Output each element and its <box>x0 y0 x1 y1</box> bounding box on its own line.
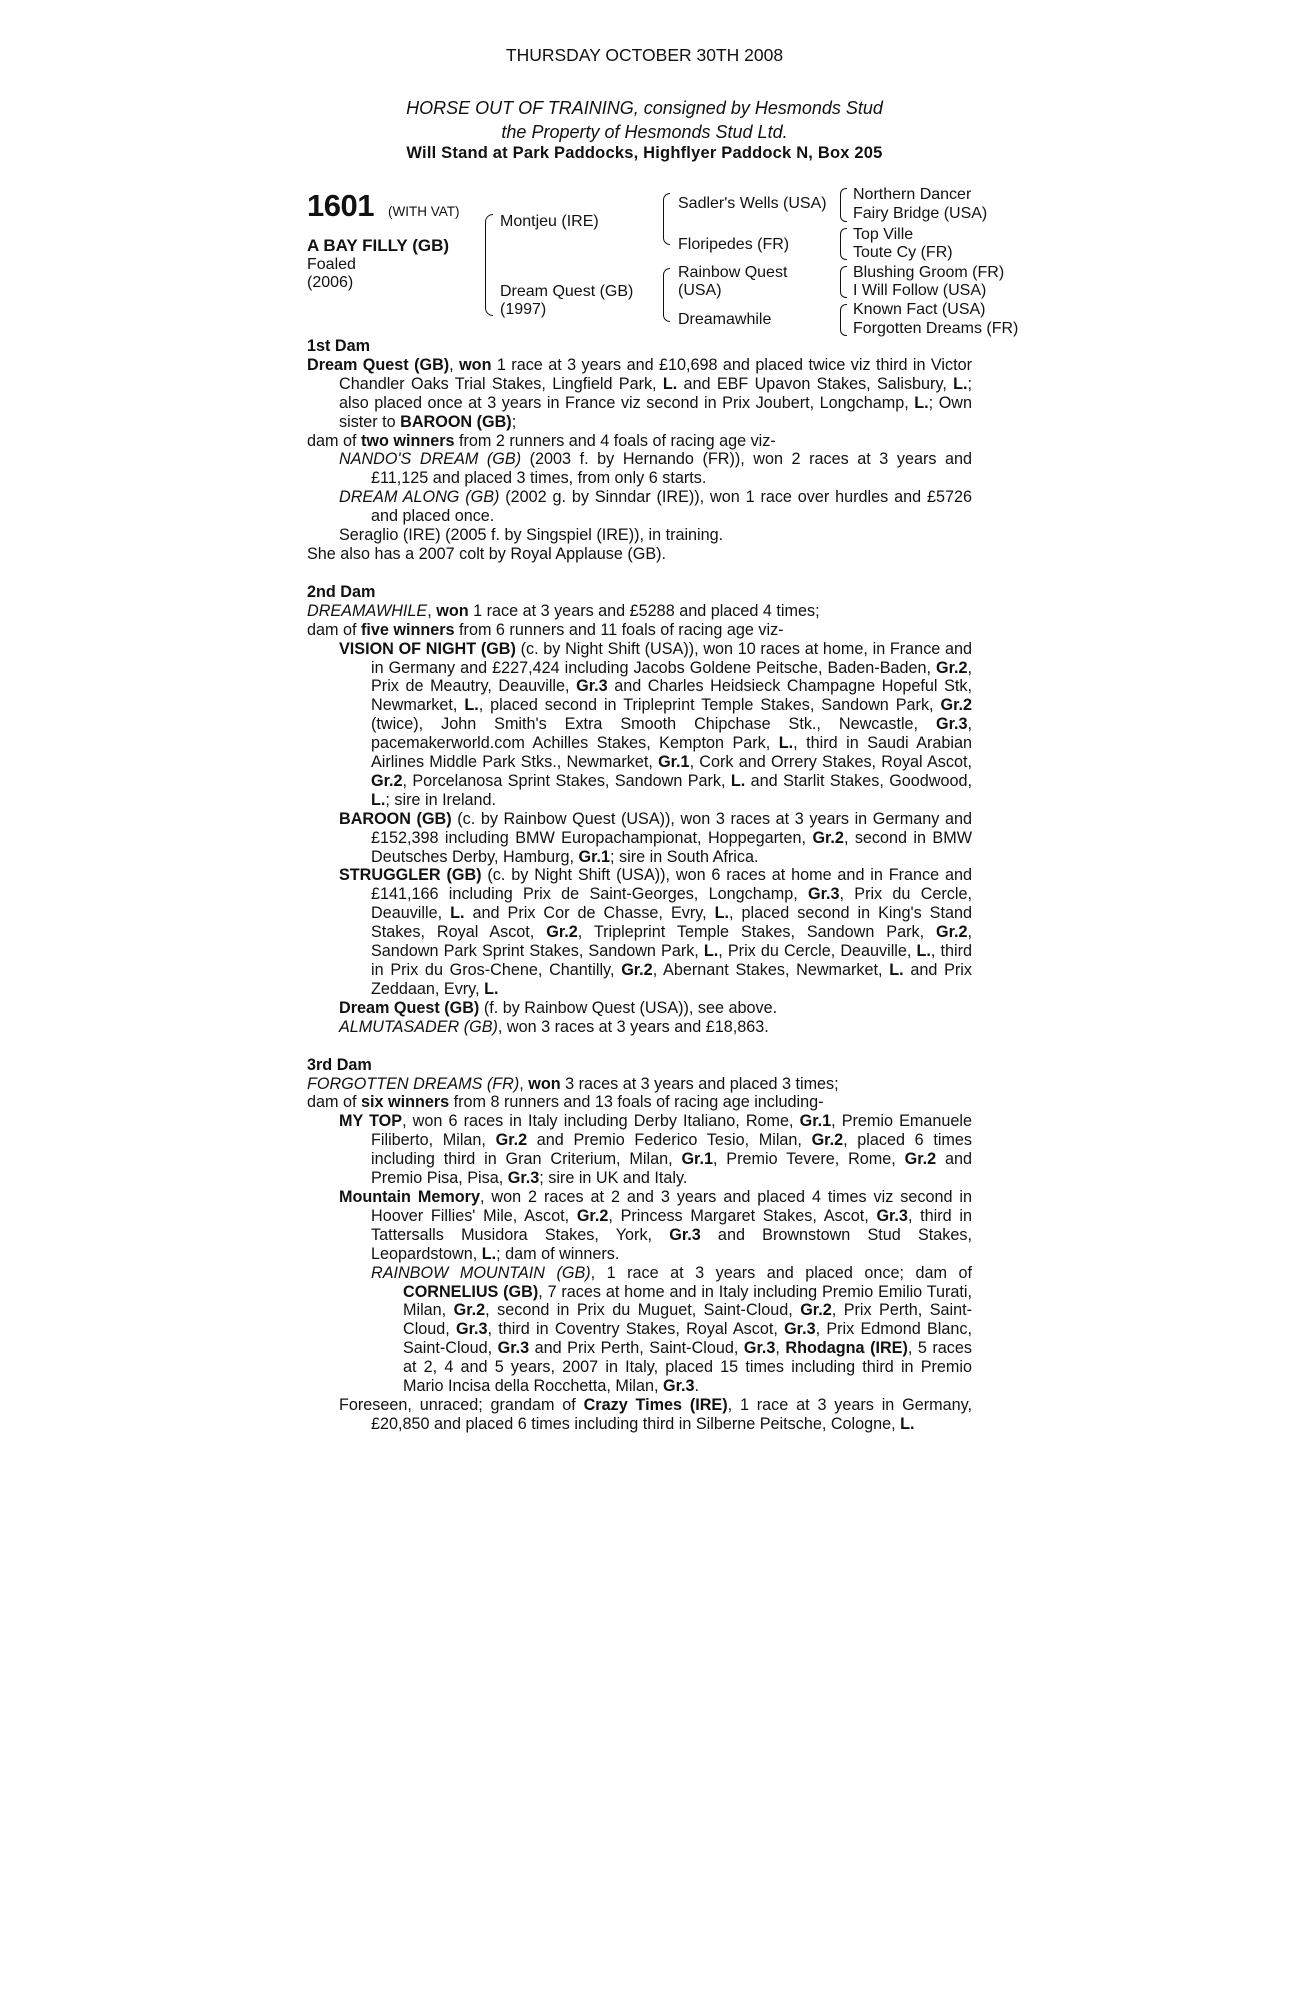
lot-number: 1601 <box>307 188 374 223</box>
pedigree-brace-g4 <box>840 304 847 336</box>
pedigree-sire-sire: Sadler's Wells (USA) <box>678 195 827 212</box>
second-dam-paragraph: DREAMAWHILE, won 1 race at 3 years and £5288 and placed 4 times; <box>307 601 820 620</box>
pedigree-brace-g1 <box>840 188 847 222</box>
catalogue-body <box>307 337 972 1434</box>
produce-vision-of-night: VISION OF NIGHT (GB) (c. by Night Shift (USA)), won 10 races at home, in France and in Germany and £227,424 including Jacobs Goldene Peitsche, Baden-Baden, Gr.2, Prix de Meautry, Deauville, Gr.3 and Charles Heidsieck Champagne Hopeful Stk, Newmarket, L., placed second in Tripleprint Temple Stakes, Sandown Park, Gr.2 (twice), John Smith's Extra Smooth Chipchase Stk., Newcastle, Gr.3, pacemakerworld.com Achilles Stakes, Kempton Park, L., third in Saudi Arabian Airlines Middle Park Stks., Newmarket, Gr.1, Cork and Orrery Stakes, Royal Ascot, Gr.2, Porcelanosa Sprint Stakes, Sandown Park, L. and Starlit Stakes, Goodwood, L.; sire in Ireland. <box>339 639 973 809</box>
third-dam-produce-summary: dam of six winners from 8 runners and 13 foals of racing age including- <box>307 1093 824 1112</box>
pedigree-sire: Montjeu (IRE) <box>500 213 599 230</box>
third-dam-heading: 3rd Dam <box>307 1055 372 1074</box>
consignment-line-1: HORSE OUT OF TRAINING, consigned by Hesmonds Stud <box>406 98 883 118</box>
pedigree-gg-5: Blushing Groom (FR) <box>853 264 1005 281</box>
consignment-line-2: the Property of Hesmonds Stud Ltd. <box>501 122 788 142</box>
foaled-year: (2006) <box>307 274 354 291</box>
pedigree-gg-4: Toute Cy (FR) <box>853 244 953 261</box>
produce-my-top: MY TOP, won 6 races in Italy including Derby Italiano, Rome, Gr.1, Premio Emanuele Filiberto, Milan, Gr.2 and Premio Federico Tesio, Milan, Gr.2, placed 6 times including third in Gran Criterium, Milan, Gr.1, Premio Tevere, Rome, Gr.2 and Premio Pisa, Pisa, Gr.3; sire in UK and Italy. <box>339 1112 972 1188</box>
produce-nandos-dream: NANDO'S DREAM (GB) (2003 f. by Hernando (FR)), won 2 races at 3 years and £11,125 and placed 3 times, from only 6 starts. <box>339 450 972 488</box>
produce-baroon: BAROON (GB) (c. by Rainbow Quest (USA)), won 3 races at 3 years in Germany and £152,398 including BMW Europachampionat, Hoppegarten, Gr.2, second in BMW Deutsches Derby, Hamburg, Gr.1; sire in South Africa. <box>339 809 972 866</box>
produce-rainbow-mountain: RAINBOW MOUNTAIN (GB), 1 race at 3 years and placed once; dam of CORNELIUS (GB), 7 races at home and in Italy including Premio Emilio Turati, Milan, Gr.2, second in Prix du Muguet, Saint-Cloud, Gr.2, Prix Perth, Saint-Cloud, Gr.3, third in Coventry Stakes, Royal Ascot, Gr.3, Prix Edmond Blanc, Saint-Cloud, Gr.3 and Prix Perth, Saint-Cloud, Gr.3, Rhodagna (IRE), 5 races at 2, 4 and 5 years, 2007 in Italy, placed 15 times including third in Premio Mario Incisa della Rocchetta, Milan, Gr.3. <box>371 1263 972 1396</box>
first-dam-produce-summary: dam of two winners from 2 runners and 4 foals of racing age viz- <box>307 431 776 450</box>
produce-dream-along: DREAM ALONG (GB) (2002 g. by Sinndar (IRE)), won 1 race over hurdles and £5726 and placed once. <box>339 488 972 526</box>
vat-note: (WITH VAT) <box>388 204 460 219</box>
pedigree-dam-sire-line-2: (USA) <box>678 282 722 299</box>
produce-seraglio: Seraglio (IRE) (2005 f. by Singspiel (IRE)), in training. <box>339 526 724 545</box>
pedigree-gg-2: Fairy Bridge (USA) <box>853 205 988 222</box>
pedigree-brace-g2 <box>840 228 847 260</box>
produce-mountain-memory: Mountain Memory, won 2 races at 2 and 3 years and placed 4 times viz second in Hoover Fillies' Mile, Ascot, Gr.2, Princess Margaret Stakes, Ascot, Gr.3, third in Tattersalls Musidora Stakes, York, Gr.3 and Brownstown Stud Stakes, Leopardstown, L.; dam of winners. <box>339 1187 972 1263</box>
pedigree-dam-line-2: (1997) <box>500 301 547 318</box>
pedigree-brace-g3 <box>840 266 847 298</box>
pedigree-brace-sire <box>663 193 670 245</box>
pedigree-dam-sire-line-1: Rainbow Quest <box>678 264 788 281</box>
produce-almutasader: ALMUTASADER (GB), won 3 races at 3 years and £18,863. <box>339 1017 769 1036</box>
produce-struggler: STRUGGLER (GB) (c. by Night Shift (USA)), won 6 races at home and in France and £141,166 including Prix de Saint-Georges, Longchamp, Gr.3, Prix du Cercle, Deauville, L. and Prix Cor de Chasse, Evry, L., placed second in King's Stand Stakes, Royal Ascot, Gr.2, Tripleprint Temple Stakes, Sandown Park, Gr.2, Sandown Park Sprint Stakes, Sandown Park, L., Prix du Cercle, Deauville, L., third in Prix du Gros-Chene, Chantilly, Gr.2, Abernant Stakes, Newmarket, L. and Prix Zeddaan, Evry, L. <box>339 866 972 998</box>
first-dam-heading: 1st Dam <box>307 337 370 355</box>
produce-2007-colt: She also has a 2007 colt by Royal Applause (GB). <box>307 544 667 563</box>
pedigree-gg-7: Known Fact (USA) <box>853 301 986 318</box>
consignment-info <box>0 96 1289 144</box>
produce-foreseen: Foreseen, unraced; grandam of Crazy Times (IRE), 1 race at 3 years in Germany, £20,850 and placed 6 times including third in Silberne Peitsche, Cologne, L. <box>339 1395 972 1433</box>
third-dam-paragraph: FORGOTTEN DREAMS (FR), won 3 races at 3 years and placed 3 times; <box>307 1074 839 1093</box>
second-dam-produce-summary: dam of five winners from 6 runners and 11 foals of racing age viz- <box>307 620 784 639</box>
pedigree-sire-dam: Floripedes (FR) <box>678 236 790 253</box>
pedigree-gg-1: Northern Dancer <box>853 186 972 203</box>
pedigree-brace-dam <box>663 268 670 322</box>
pedigree-gg-6: I Will Follow (USA) <box>853 282 987 299</box>
stand-location: Will Stand at Park Paddocks, Highflyer Paddock N, Box 205 <box>406 144 883 162</box>
first-dam-paragraph: Dream Quest (GB), won 1 race at 3 years and £10,698 and placed twice viz third in Victor Chandler Oaks Trial Stakes, Lingfield Park, L. and EBF Upavon Stakes, Salisbury, L.; also placed once at 3 years in France viz second in Prix Joubert, Longchamp, L.; Own sister to BAROON (GB); <box>307 355 973 431</box>
sale-date: THURSDAY OCTOBER 30TH 2008 <box>505 45 784 65</box>
pedigree-dam-line-1: Dream Quest (GB) <box>500 283 634 300</box>
produce-dream-quest: Dream Quest (GB) (f. by Rainbow Quest (USA)), see above. <box>339 998 778 1017</box>
pedigree-gg-3: Top Ville <box>853 226 914 243</box>
pedigree-dam-dam: Dreamawhile <box>678 311 772 328</box>
pedigree-brace-main <box>485 214 493 316</box>
second-dam-heading: 2nd Dam <box>307 582 376 601</box>
pedigree-gg-8: Forgotten Dreams (FR) <box>853 320 1019 337</box>
foaled-label: Foaled <box>307 256 356 273</box>
horse-description: A BAY FILLY (GB) <box>307 236 450 255</box>
